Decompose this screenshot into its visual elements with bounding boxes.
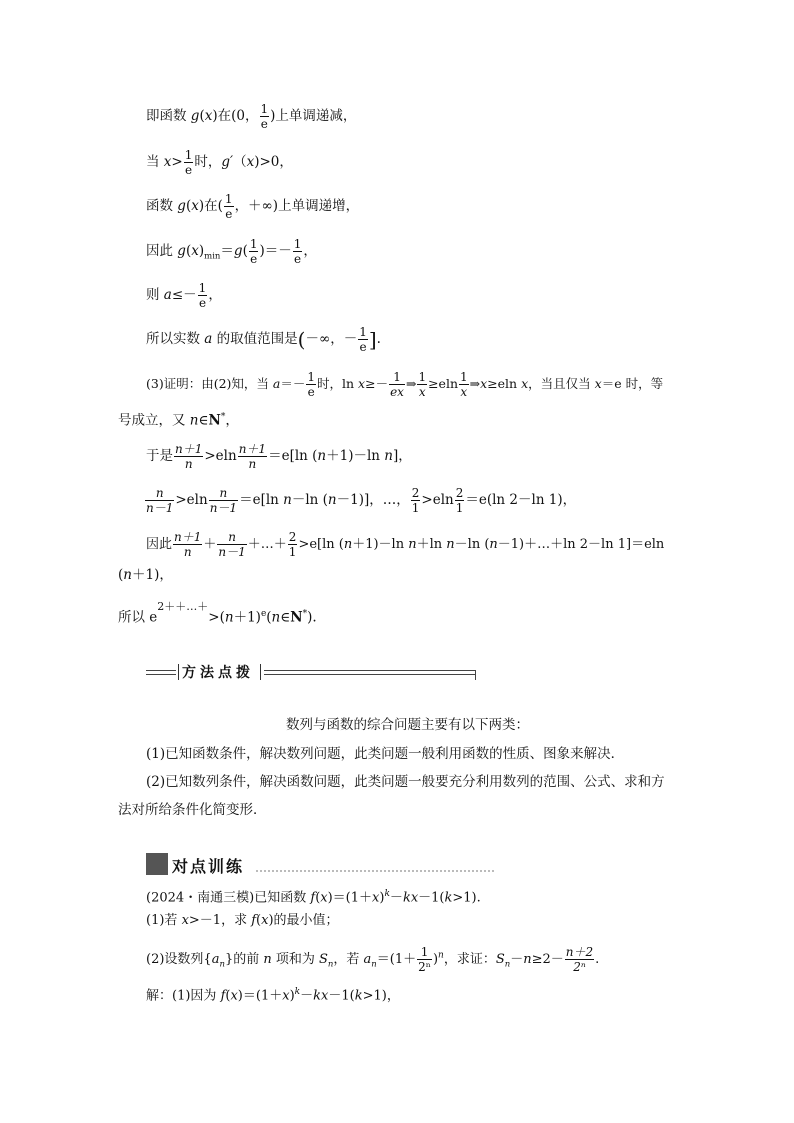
paragraph: (1)已知函数条件，解决数列问题，此类问题一般利用函数的性质、图象来解决．: [146, 746, 625, 762]
divider: [475, 670, 476, 680]
divider: [264, 670, 476, 675]
divider: [146, 670, 176, 675]
text-line: $\frac{n}{n-1}$ >eln $\frac{n}{n-1}$ ＝e[ln n－ln (n－1)]，…， $\frac{2}{1}$ >eln $\frac{2}{1}$ ＝e(ln 2－ln 1)，: [146, 486, 577, 515]
fraction: $\frac{n+1}{n}$: [175, 442, 203, 471]
fraction: $\frac{1}{ex}$: [390, 370, 404, 399]
fraction: $\frac{n}{n-1}$: [209, 486, 238, 515]
fraction: $\frac{n}{n-1}$: [146, 486, 174, 515]
fraction: $\frac{1}{e}$: [249, 237, 258, 266]
text-line: 因此 $\frac{n+1}{n}$ ＋ $\frac{n}{n-1}$ ＋…＋ $\frac{2}{1}$ >e[ln (n＋1)－ln n＋ln n－ln (n－1)＋…＋ln 2－ln 1]＝eln: [146, 530, 665, 559]
text-line: (3)证明：由(2)知，当 a＝－ $\frac{1}{e}$ 时，ln x≥－ $\frac{1}{ex}$ ⇒ $\frac{1}{x}$ ≥eln $\frac{1}{x}$ ⇒x≥eln x，当且仅当 x＝e 时，等: [146, 370, 664, 399]
text-line: 因此 $g(x)_{min}=g$( $\frac{1}{e}$ )＝－ $\frac{1}{e}$ ，: [146, 237, 317, 266]
text-line: (n＋1)，: [118, 567, 173, 583]
divider: [260, 664, 261, 680]
header-block-icon: [146, 853, 168, 875]
fraction: $\frac{n}{n-1}$: [218, 530, 246, 559]
divider: [256, 870, 494, 872]
section-title: 对点训练: [172, 857, 245, 876]
paragraph: 数列与函数的综合问题主要有以下两类：: [286, 717, 529, 733]
fraction: $\frac{1}{x}$: [418, 370, 427, 399]
method-tips-header: [146, 662, 476, 682]
fraction: $\frac{n+1}{n}$: [174, 530, 202, 559]
text-line: 函数 g(x)在( $\frac{1}{e}$ ，＋∞)上单调递增，: [146, 192, 360, 221]
fraction: $\frac{2}{1}$: [411, 486, 420, 515]
section-title: 方法点拨: [182, 665, 254, 681]
text-line: 所以 $e^{2++\dots+}>(n+1)^e(n\in N^*)$.: [118, 600, 317, 626]
fraction: $\frac{2}{1}$: [455, 486, 464, 515]
fraction: $\frac{1}{e}$: [224, 192, 233, 221]
fraction: $\frac{n+2}{\text{2ⁿ}}$: [565, 945, 594, 974]
text-line: 所以实数 a 的取值范围是(－∞，－ $\frac{1}{e}$ ].: [146, 325, 381, 354]
fraction: $\frac{1}{e}$: [260, 102, 269, 131]
fraction: $\frac{1}{e}$: [307, 370, 315, 399]
fraction: $\frac{1}{\text{2ⁿ}}$: [418, 945, 431, 974]
fraction: $\frac{n+1}{n}$: [238, 442, 267, 471]
paragraph: 法对所给条件化简变形．: [118, 802, 267, 818]
text-line: 号成立，又 n∈N*，: [118, 412, 239, 429]
paragraph: (2)已知数列条件，解决函数问题，此类问题一般要充分利用数列的范围、公式、求和方: [146, 774, 665, 790]
divider: [178, 664, 179, 680]
text-line: 于是 $\frac{n+1}{n}$ >eln $\frac{n+1}{n}$ ＝e[ln (n＋1)－ln n]，: [146, 442, 412, 471]
solution-line: 解：(1)因为 $f(x)=(1+x)^k-kx-1(k>1)$，: [146, 987, 400, 1004]
fraction: $\frac{1}{e}$: [359, 325, 367, 354]
text-line: 即函数 g(x)在(0， $\frac{1}{e}$ )上单调递减，: [146, 102, 357, 131]
fraction: $\frac{1}{x}$: [460, 370, 468, 399]
practice-header: [146, 853, 494, 875]
fraction: $\frac{2}{1}$: [288, 530, 297, 559]
text-line: 则 a≤－ $\frac{1}{e}$ ，: [146, 281, 222, 310]
question-line: (1)若 x>－1，求 f(x)的最小值；: [146, 913, 339, 928]
text-line: 当 x> $\frac{1}{e}$ 时，g′（x)>0，: [146, 148, 293, 177]
question-line: (2)设数列$\{a_n\}$的前 n 项和为 $S_n$，若 $a_n=(1+$ $\frac{1}{\text{2ⁿ}}$ )$^n$，求证：$S_n-n\ge 2-$ $\frac{n+2}{\text{2ⁿ}}$ .: [146, 945, 600, 974]
fraction: $\frac{1}{e}$: [293, 237, 302, 266]
fraction: $\frac{1}{e}$: [184, 148, 193, 177]
question-line: (2024・南通三模)已知函数 $f(x)=(1+x)^k-kx-1(k>1)$.: [146, 889, 481, 906]
fraction: $\frac{1}{e}$: [198, 281, 207, 310]
